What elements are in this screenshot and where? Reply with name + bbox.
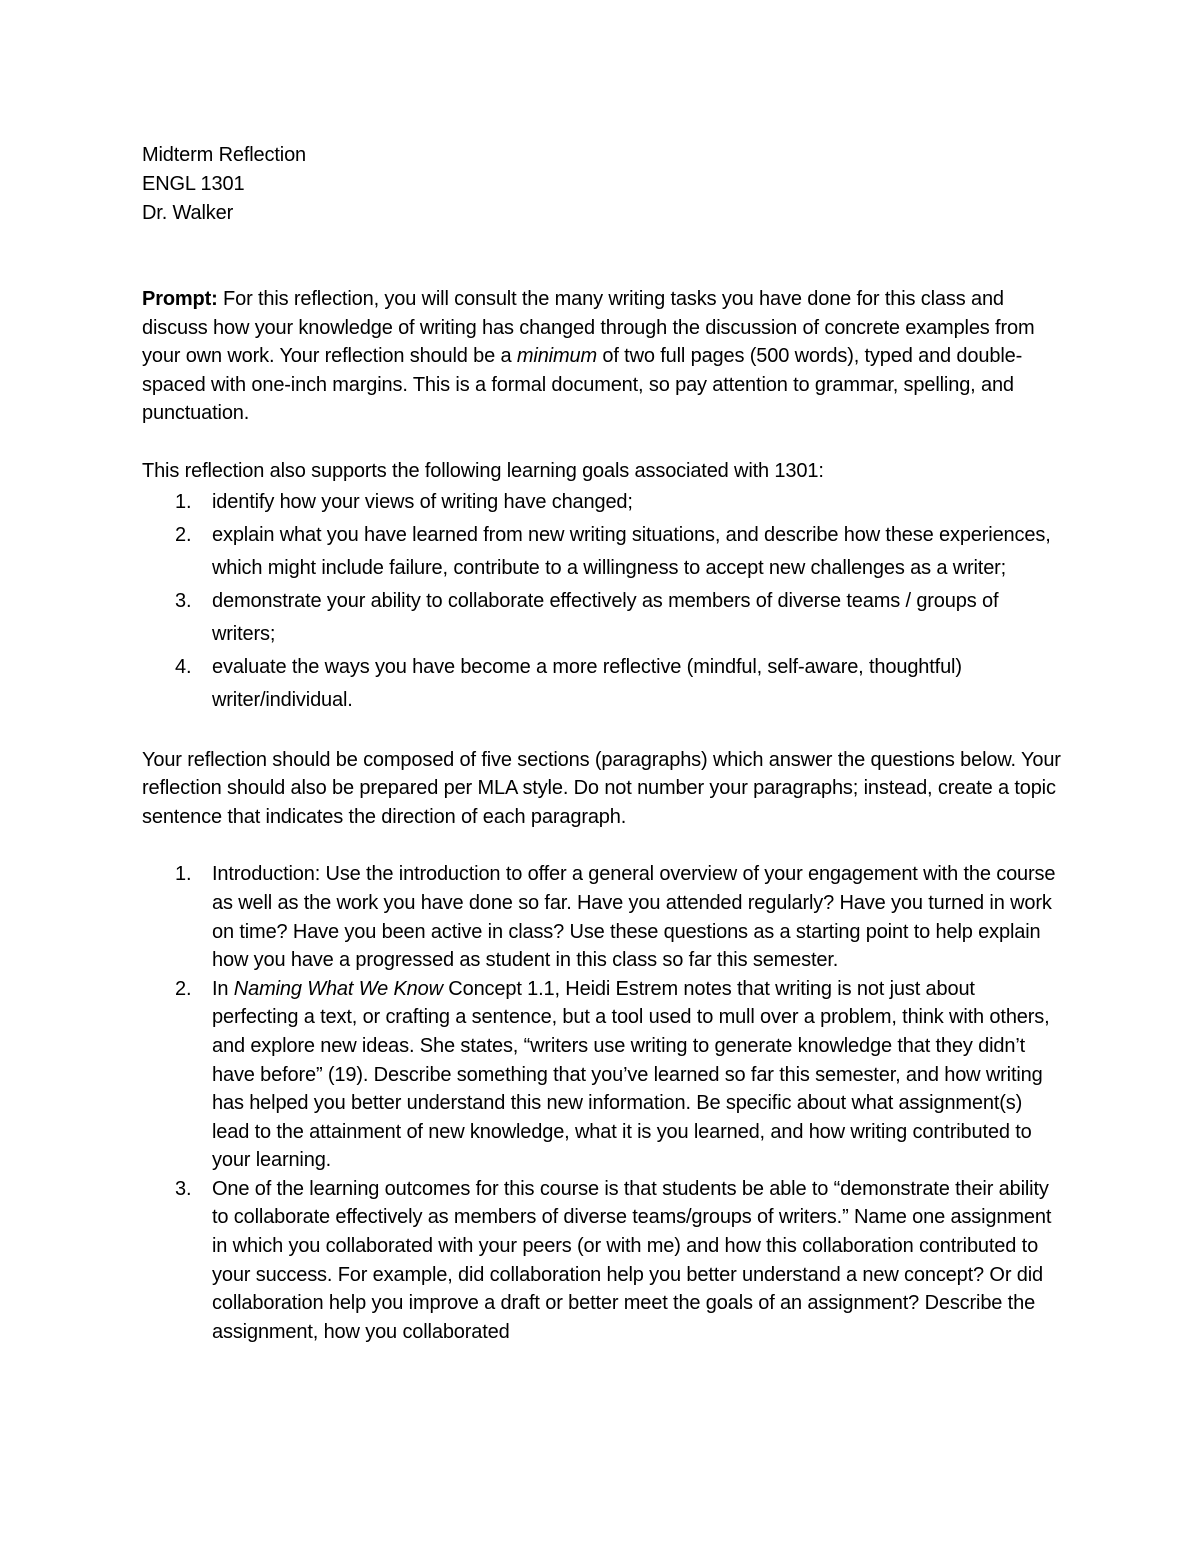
list-number: 2.	[175, 977, 192, 1000]
list-number: 3.	[175, 1177, 192, 1200]
list-item	[142, 519, 1062, 585]
goals-intro: This reflection also supports the following learning goals associated with 1301:	[142, 459, 824, 482]
list-item-text-1: In	[212, 977, 234, 1000]
list-number: 1.	[175, 490, 192, 513]
document-header	[142, 141, 1062, 228]
book-title: Naming What We Know	[233, 977, 443, 1000]
list-item	[142, 486, 1062, 519]
list-item-text-2: Concept 1.1, Heidi Estrem notes that writing is not just about perfecting a text, or crafting a sentence, but a tool used to mull over a problem, think with others, and explore new ideas. She states, “writers use writing to generate knowledge that they didn’t have before” (19). Describe something that you’ve learned so far this semester, and how writing has helped you better understand this new information. Be specific about what assignment(s) lead to the attainment of new knowledge, what it is you learned, and how writing contributed to your learning.	[212, 977, 1050, 1172]
goals-list	[142, 486, 1062, 717]
sections-list	[142, 860, 1062, 1346]
list-item-text: demonstrate your ability to collaborate effectively as members of diverse teams / groups of writers;	[212, 589, 999, 645]
list-item-text: Introduction: Use the introduction to offer a general overview of your engagement with the course as well as the work you have done so far. Have you attended regularly? Have you turned in work on time? Have you been active in class? Use these questions as a starting point to help explain how you have a progressed as student in this class so far this semester.	[212, 863, 1056, 972]
document-title: Midterm Reflection	[142, 144, 307, 166]
list-item	[142, 1175, 1062, 1347]
prompt-text-2: of two full pages (500 words), typed and double-spaced with one-inch margins. This is a formal document, so pay attention to grammar, spelling, and punctuation.	[142, 345, 1023, 425]
list-number: 3.	[175, 589, 192, 612]
list-number: 4.	[175, 655, 192, 678]
list-item-text: explain what you have learned from new writing situations, and describe how these experiences, which might include failure, contribute to a willingness to accept new challenges as a writer;	[212, 523, 1051, 579]
course-code: ENGL 1301	[142, 173, 245, 195]
sections-intro: Your reflection should be composed of five sections (paragraphs) which answer the questions below. Your reflection should also be prepared per MLA style. Do not number your paragraphs; instead, create a topic sentence that indicates the direction of each paragraph.	[142, 748, 1061, 828]
list-number: 2.	[175, 523, 192, 546]
prompt-label: Prompt:	[142, 288, 218, 310]
list-item	[142, 651, 1062, 717]
list-item-text: One of the learning outcomes for this course is that students be able to “demonstrate their ability to collaborate effectively as members of diverse teams/groups of writers.” Name one assignment in which you collaborated with your peers (or with me) and how this collaboration contributed to your success. For example, did collaboration help you better understand a new concept? Or did collaboration help you improve a draft or better meet the goals of an assignment? Describe the assignment, how you collaborated	[212, 1177, 1052, 1343]
prompt-paragraph	[142, 285, 1062, 428]
instructor-name: Dr. Walker	[142, 202, 234, 224]
document-page	[142, 141, 1062, 1346]
prompt-italic: minimum	[516, 345, 597, 368]
list-number: 1.	[175, 863, 192, 886]
prompt-text-1: For this reflection, you will consult the many writing tasks you have done for this class and discuss how your knowledge of writing has changed through the discussion of concrete examples from your own work. Your reflection should be a	[142, 288, 1035, 368]
list-item	[142, 585, 1062, 651]
list-item	[142, 975, 1062, 1175]
list-item-text: identify how your views of writing have changed;	[212, 490, 633, 513]
list-item-text: evaluate the ways you have become a more reflective (mindful, self-aware, thoughtful) writer/individual.	[212, 655, 962, 711]
list-item	[142, 860, 1062, 974]
